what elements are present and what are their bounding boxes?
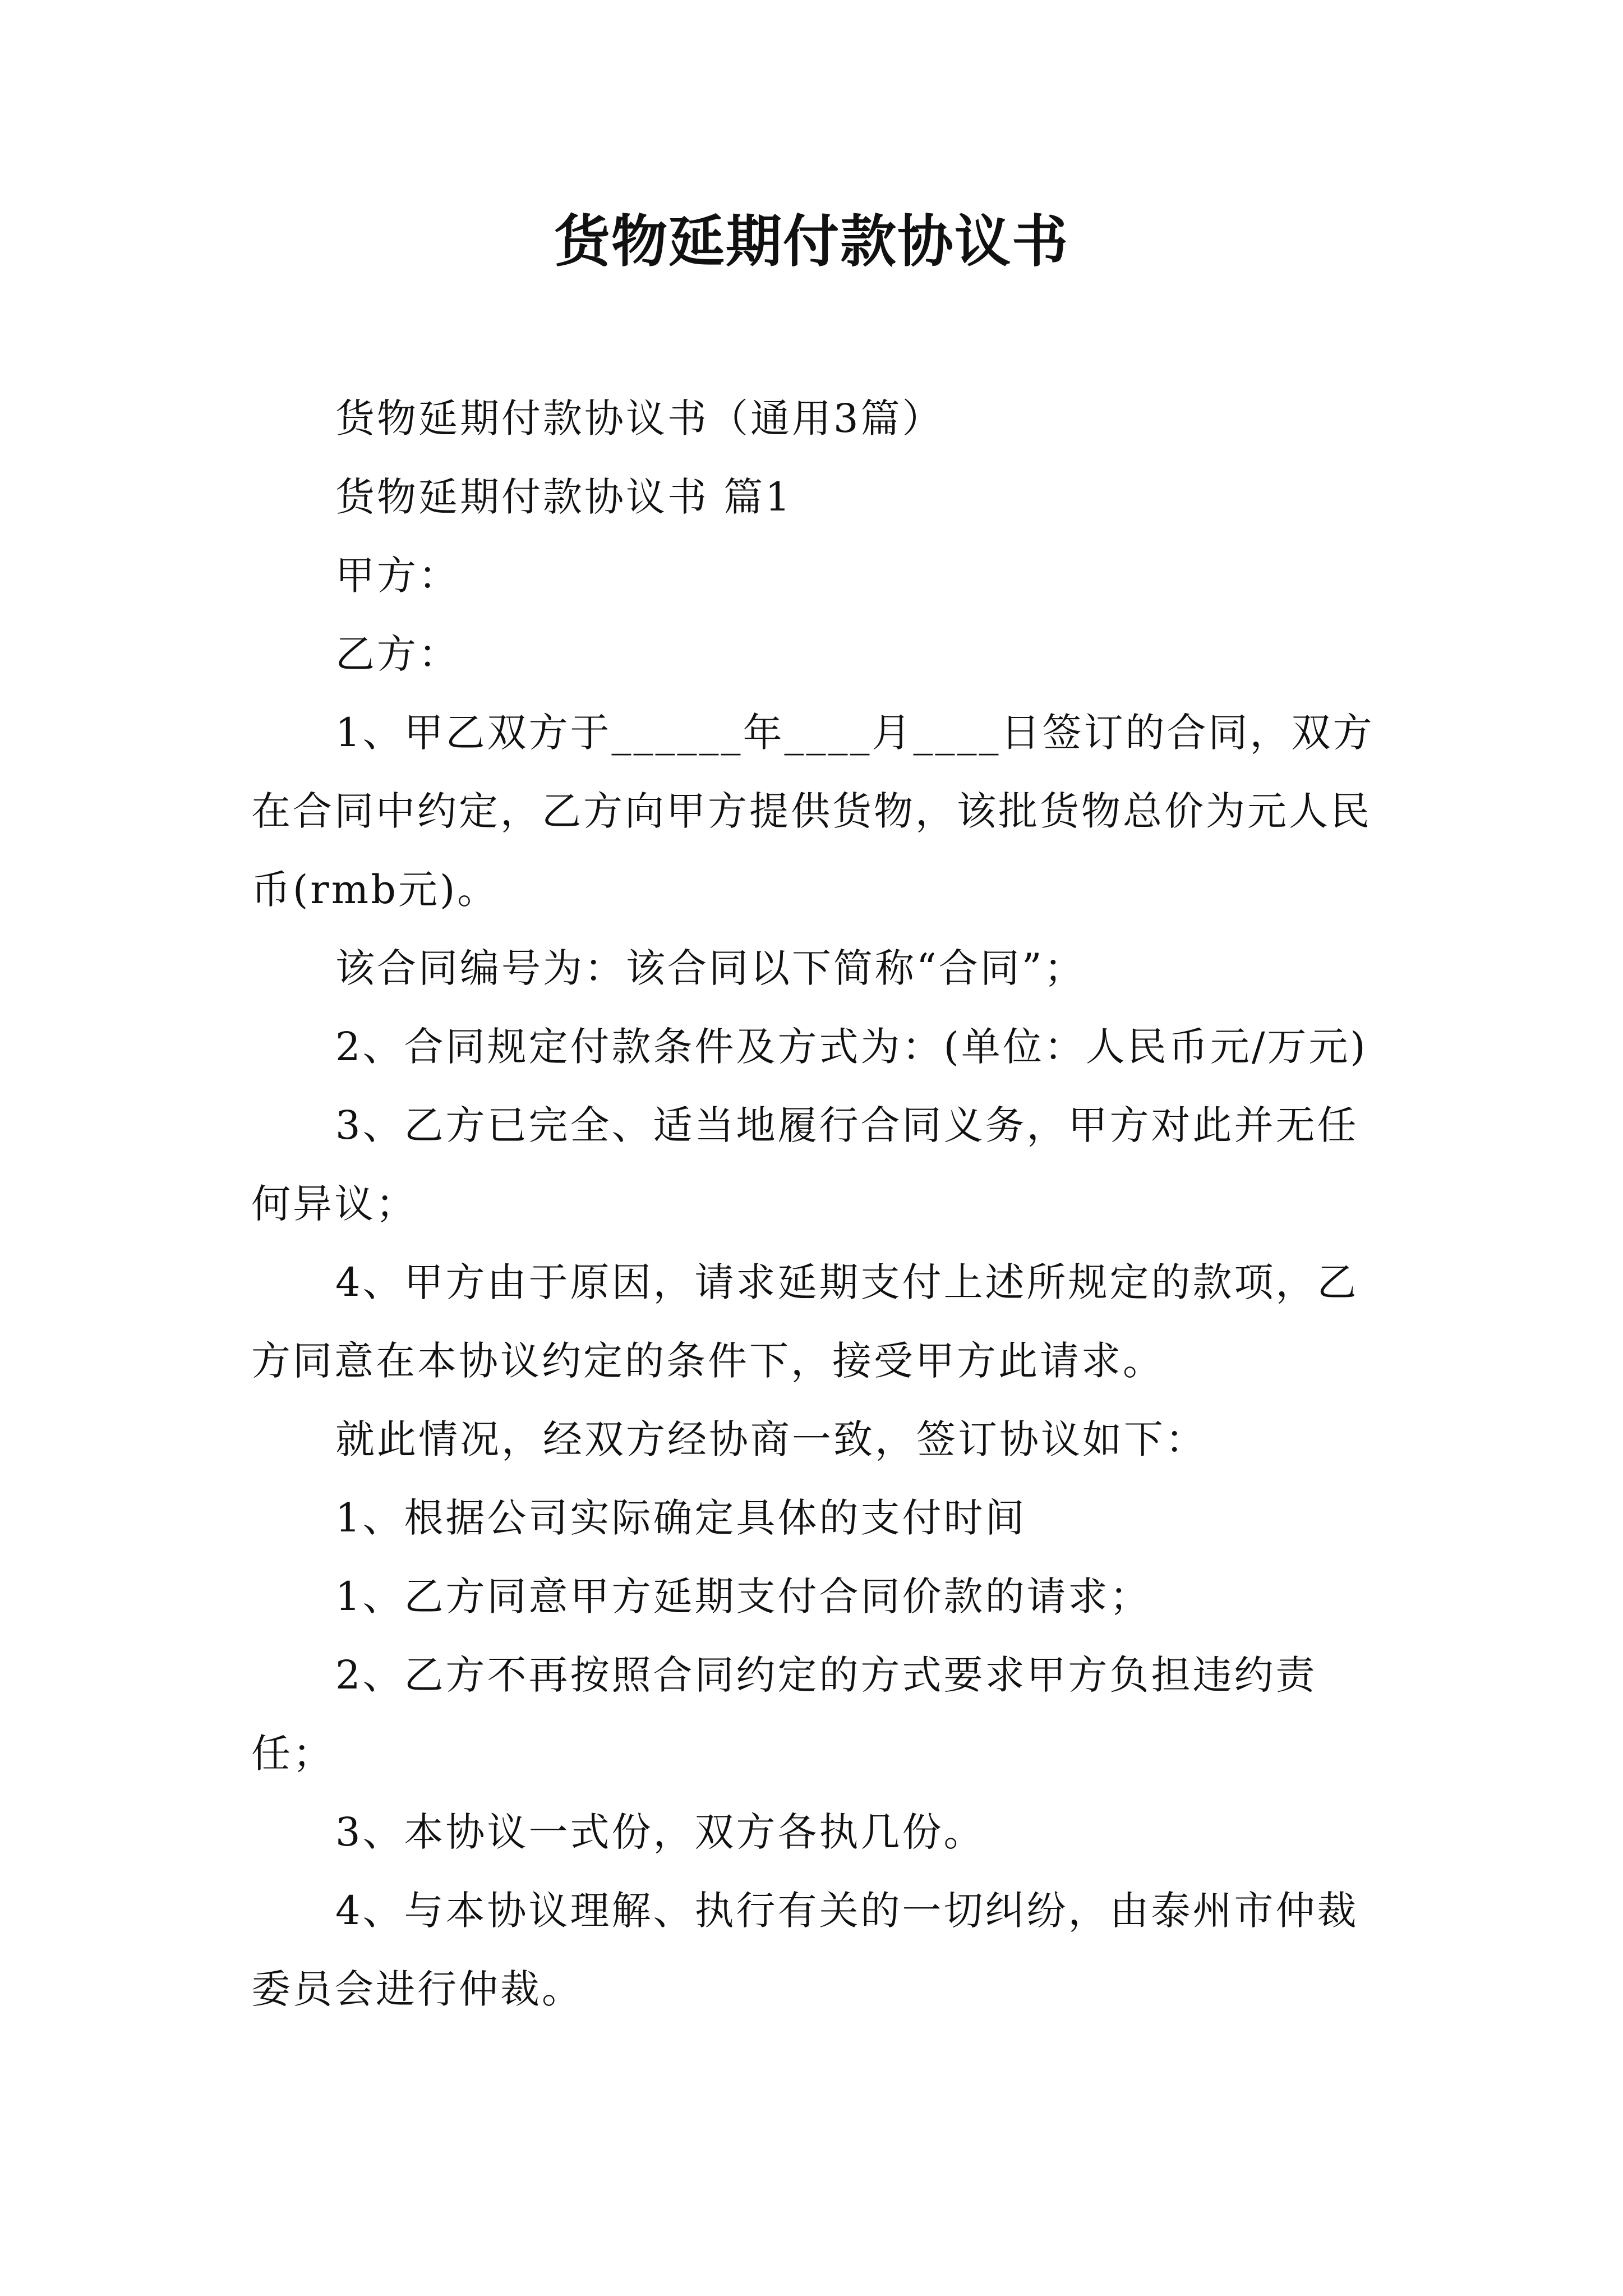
- paragraph-contract-number: 该合同编号为：该合同以下简称“合同”；: [335, 945, 1086, 991]
- paragraph-agreement-item-2: 2、乙方不再按照合同约定的方式要求甲方负担违约责任；: [251, 1652, 1317, 1777]
- paragraph-clause-2: 2、合同规定付款条件及方式为：(单位：人民币元/万元): [335, 1024, 1368, 1070]
- paragraph-clause-3: 3、乙方已完全、适当地履行合同义务，甲方对此并无任何异议；: [251, 1102, 1359, 1227]
- paragraph-party-a: 甲方：: [335, 553, 460, 599]
- document-title: 货物延期付款协议书: [554, 208, 1069, 274]
- paragraph-section-heading: 货物延期付款协议书 篇1: [335, 474, 792, 520]
- paragraph-agreement-item-3: 3、本协议一式份，双方各执几份。: [335, 1809, 985, 1855]
- document-body: [251, 379, 1378, 2028]
- paragraph-agreement-intro: 就此情况，经双方经协商一致，签订协议如下：: [335, 1416, 1207, 1462]
- paragraph-party-b: 乙方：: [335, 631, 460, 677]
- paragraph-subtitle: 货物延期付款协议书（通用3篇）: [335, 395, 944, 441]
- paragraph-clause-4: 4、甲方由于原因，请求延期支付上述所规定的款项，乙方同意在本协议约定的条件下，接受甲方此请求。: [251, 1259, 1359, 1384]
- paragraph-agreement-item-1b: 1、乙方同意甲方延期支付合同价款的请求；: [335, 1573, 1151, 1619]
- paragraph-agreement-item-4: 4、与本协议理解、执行有关的一切纠纷，由泰州市仲裁委员会进行仲裁。: [251, 1888, 1359, 2012]
- paragraph-clause-1: 1、甲乙双方于______年____月____日签订的合同，双方在合同中约定，乙方向甲方提供货物，该批货物总价为元人民币(rmb元)。: [251, 710, 1375, 913]
- paragraph-agreement-item-1a: 1、根据公司实际确定具体的支付时间: [335, 1495, 1027, 1541]
